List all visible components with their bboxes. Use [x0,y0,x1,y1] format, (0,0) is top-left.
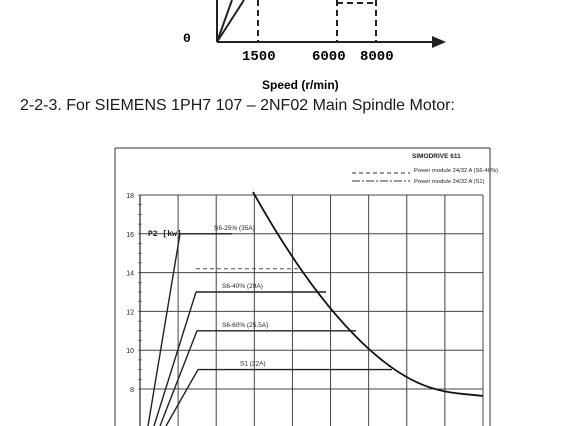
tick-8000: 8000 [360,49,394,65]
y-tick-label: 12 [126,309,134,317]
chart-legend [352,153,498,185]
legend-entry: Power module 24/32 A (S6-40%) [414,168,499,174]
origin-label: 0 [183,31,191,46]
speed-axis-label: Speed (r/min) [262,78,339,92]
series-rise [154,292,196,426]
chart-curves [148,192,483,426]
tick-1500: 1500 [242,49,276,65]
y-axis-label: P2 [kw] [148,230,182,239]
y-tick-label: 8 [130,387,134,394]
tick-6000: 6000 [312,49,346,65]
section-heading: 2-2-3. For SIEMENS 1PH7 107 – 2NF02 Main Spindle Motor: [20,97,455,114]
series-label: S6-60% (25.5A) [222,321,269,329]
y-tick-label: 16 [126,231,134,239]
y-tick-label: 18 [126,193,134,200]
chart-labels [126,193,268,394]
legend-title: SIMODRIVE 611 [412,153,461,160]
power-limit-curve [253,192,483,396]
series-label: S1 (22A) [240,360,266,368]
series-label: S6-25% (35A) [214,224,255,232]
y-tick-label: 14 [126,270,134,278]
legend-entry: Power module 24/32 A (S1) [414,179,485,185]
series-label: S6-40% (29A) [222,283,263,290]
series-rise [148,234,180,426]
y-tick-label: 10 [126,348,134,356]
